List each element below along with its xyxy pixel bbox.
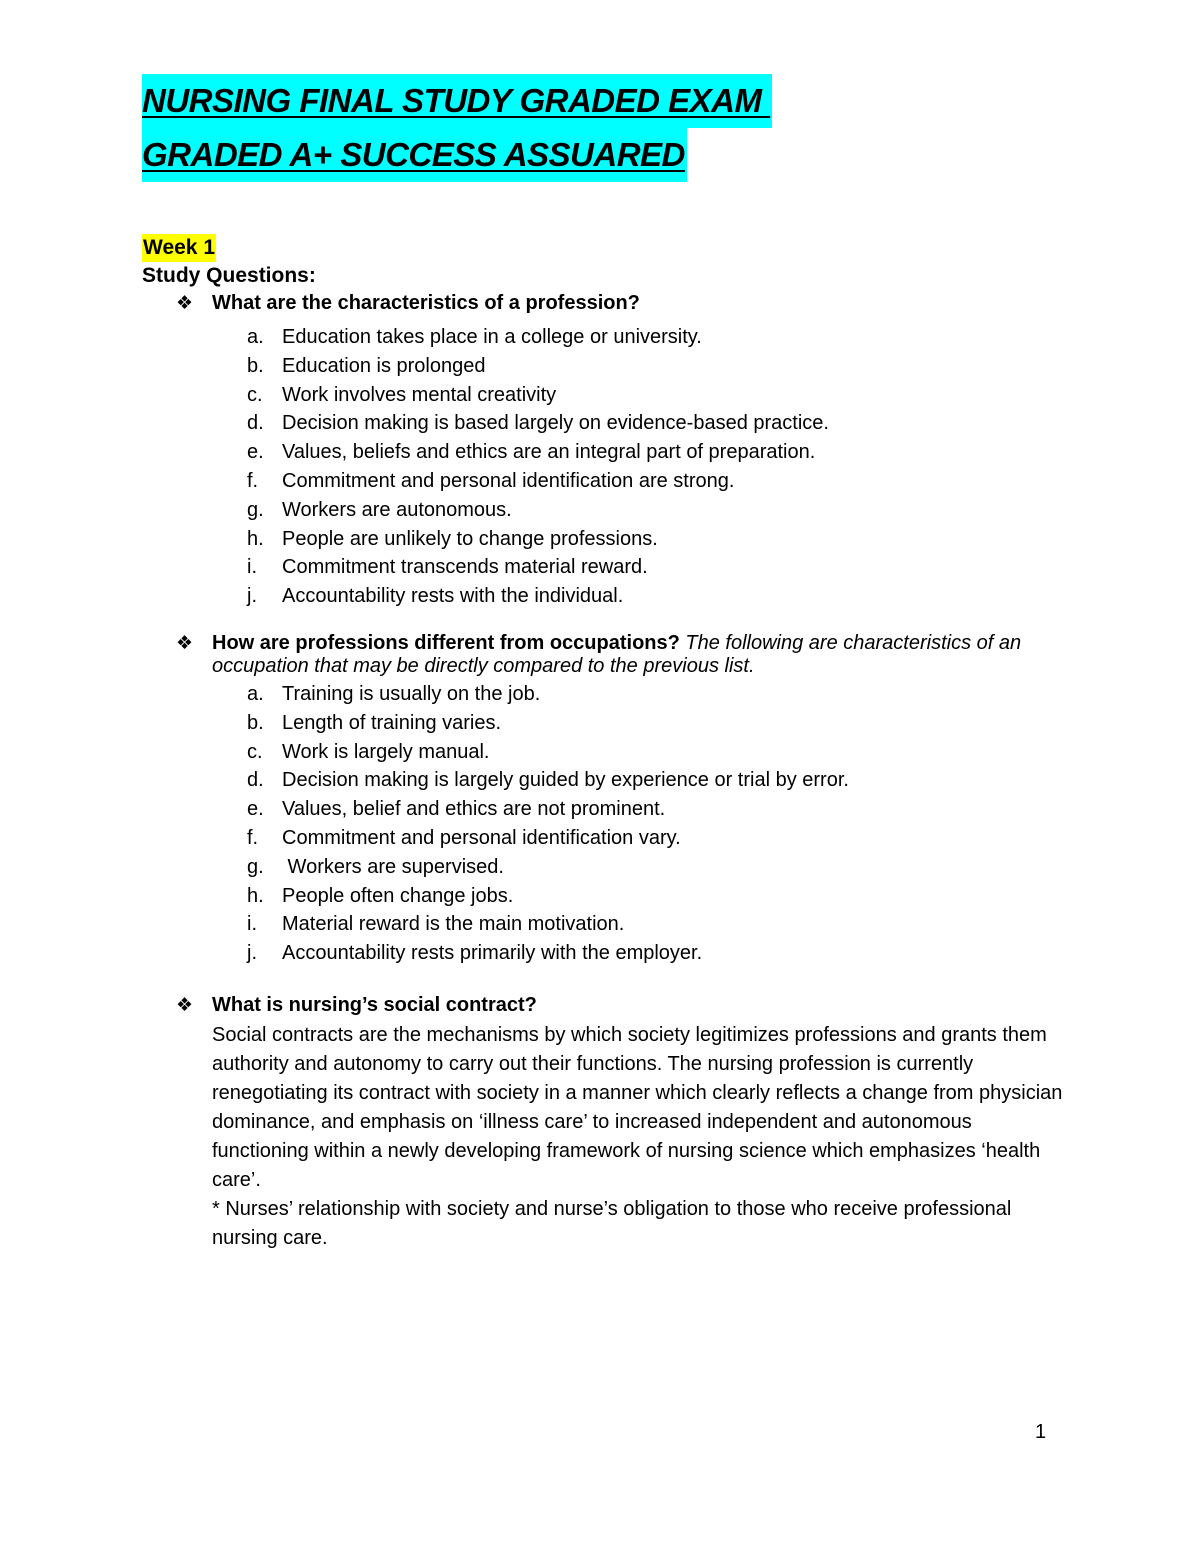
- list-item: [0, 910, 1200, 939]
- diamond-bullet-icon: ❖: [176, 995, 194, 1016]
- list-item: [0, 680, 1200, 709]
- page-number: 1: [1035, 1421, 1047, 1443]
- list-item: [0, 882, 1200, 911]
- question-heading: [0, 994, 1032, 1017]
- list-item-text: Accountability rests with the individual.: [282, 585, 624, 608]
- week-label: Week 1: [142, 234, 216, 262]
- list-item-text: Accountability rests primarily with the employer.: [282, 942, 703, 965]
- question-section-1: [0, 292, 1200, 611]
- list-item-text: Commitment transcends material reward.: [282, 556, 648, 579]
- list-item-letter: b.: [247, 711, 264, 734]
- list-item-text: Values, belief and ethics are not prominent.: [282, 798, 666, 821]
- list-item: [0, 496, 1200, 525]
- list-item-text: Training is usually on the job.: [282, 683, 541, 705]
- characteristics-list: [0, 323, 1200, 611]
- list-item: [0, 824, 1200, 853]
- list-item-letter: f.: [247, 826, 259, 849]
- list-item: [0, 525, 1200, 554]
- list-item-text: Decision making is largely guided by experience or trial by error.: [282, 769, 849, 792]
- list-item-text: Length of training varies.: [282, 711, 502, 734]
- social-contract-footnote: * Nurses’ relationship with society and nurse’s obligation to those who receive professional nursing care.: [212, 1198, 1012, 1249]
- list-item: [0, 323, 1200, 352]
- list-item: [0, 467, 1200, 496]
- question-text: What are the characteristics of a profession?: [212, 292, 640, 314]
- list-item: [0, 709, 1200, 738]
- question-section-3: [0, 994, 1200, 1253]
- list-item: [0, 939, 1200, 968]
- list-item-letter: h.: [247, 884, 264, 907]
- diamond-bullet-icon: ❖: [176, 293, 194, 314]
- list-item: [0, 582, 1200, 611]
- list-item-text: Work involves mental creativity: [282, 383, 557, 406]
- list-item-text: Workers are supervised.: [282, 855, 504, 878]
- list-item: [0, 766, 1200, 795]
- list-item: [0, 381, 1200, 410]
- list-item-text: Commitment and personal identification are strong.: [282, 469, 735, 492]
- diamond-bullet-icon: ❖: [176, 633, 194, 654]
- question-section-2: [0, 632, 1200, 968]
- list-item-letter: g.: [247, 498, 264, 521]
- list-item-letter: b.: [247, 354, 264, 377]
- list-item-text: Work is largely manual.: [282, 740, 490, 763]
- document-title: [142, 74, 772, 182]
- list-item-letter: j.: [247, 585, 257, 608]
- list-item-letter: g.: [247, 855, 264, 878]
- occupation-characteristics-list: [0, 680, 1200, 968]
- list-item-letter: h.: [247, 527, 264, 550]
- list-item-letter: d.: [247, 412, 264, 435]
- list-item-letter: e.: [247, 798, 264, 821]
- question-heading: [0, 632, 1032, 678]
- list-item-letter: c.: [247, 740, 263, 763]
- list-item-letter: i.: [247, 913, 257, 936]
- list-item: [0, 352, 1200, 381]
- study-questions-label: Study Questions:: [142, 264, 316, 287]
- list-item-letter: i.: [247, 556, 257, 579]
- list-item-letter: a.: [247, 326, 264, 348]
- list-item-letter: e.: [247, 441, 264, 464]
- question-heading: [0, 292, 1032, 315]
- list-item: [0, 438, 1200, 467]
- list-item-letter: f.: [247, 469, 259, 492]
- list-item-text: Material reward is the main motivation.: [282, 913, 625, 936]
- list-item-letter: c.: [247, 383, 263, 406]
- list-item-text: Workers are autonomous.: [282, 498, 512, 521]
- list-item: [0, 553, 1200, 582]
- list-item: [0, 409, 1200, 438]
- list-item-text: Values, beliefs and ethics are an integral part of preparation.: [282, 441, 816, 464]
- list-item: [0, 738, 1200, 767]
- list-item-letter: d.: [247, 769, 264, 792]
- question-note: The following are characteristics of an occupation that may be directly compared to the previous list.: [212, 632, 1022, 677]
- list-item-text: Education takes place in a college or university.: [282, 326, 702, 348]
- question-text: How are professions different from occupations?: [212, 632, 680, 654]
- social-contract-paragraph: Social contracts are the mechanisms by which society legitimizes professions and grants them authority and autonomy to carry out their functions. The nursing profession is currently renegotiating its contract with society in a manner which clearly reflects a change from physician dominance, and emphasis on ‘illness care’ to increased independent and autonomous functioning within a newly developing framework of nursing science which emphasizes ‘health care’.: [212, 1024, 1063, 1191]
- list-item-text: Commitment and personal identification vary.: [282, 826, 681, 849]
- list-item: [0, 795, 1200, 824]
- list-item-text: Education is prolonged: [282, 354, 486, 377]
- title-line-1: NURSING FINAL STUDY GRADED EXAM: [142, 74, 772, 128]
- list-item-text: Decision making is based largely on evidence-based practice.: [282, 412, 829, 435]
- list-item-letter: a.: [247, 683, 264, 705]
- list-item-text: People are unlikely to change professions.: [282, 527, 658, 550]
- question-text: What is nursing’s social contract?: [212, 994, 537, 1016]
- list-item: [0, 853, 1200, 882]
- title-line-2: GRADED A+ SUCCESS ASSUARED: [142, 128, 687, 182]
- list-item-text: People often change jobs.: [282, 884, 514, 907]
- list-item-letter: j.: [247, 942, 257, 965]
